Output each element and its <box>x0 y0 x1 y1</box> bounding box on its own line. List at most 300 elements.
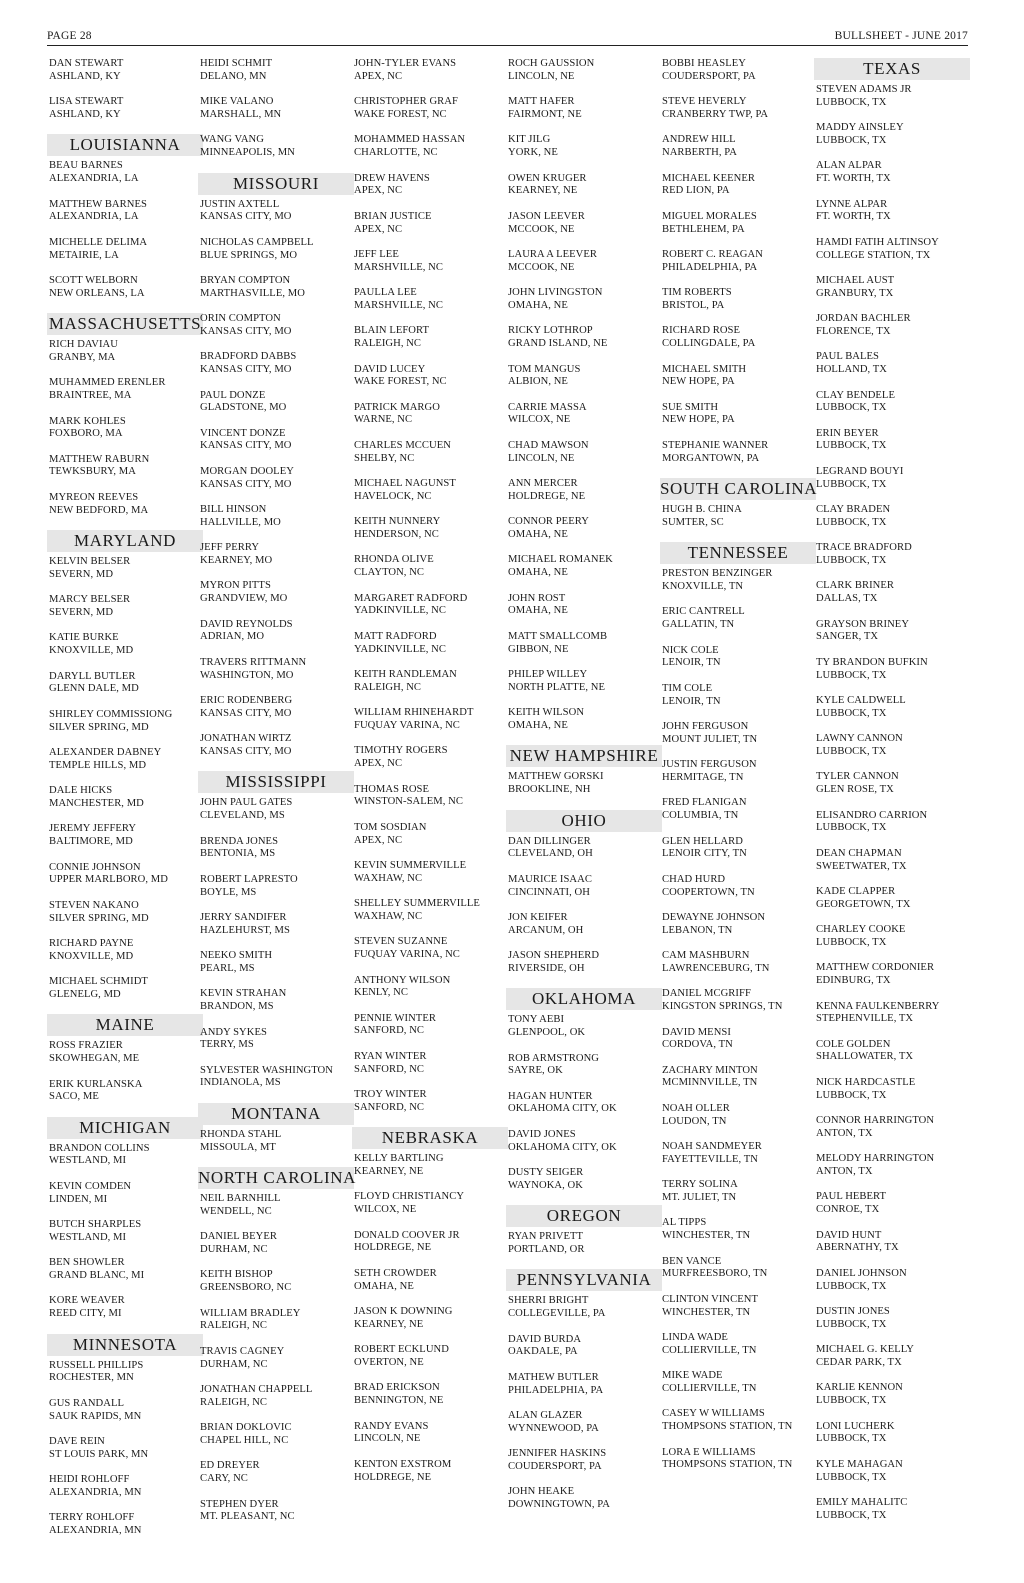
listing-entry <box>354 1089 500 1115</box>
listing-entry <box>662 645 808 671</box>
listing-entry <box>662 874 808 900</box>
member-name: JASON K DOWNING <box>354 1306 453 1317</box>
column-2 <box>198 58 357 1524</box>
member-location: RALEIGH, NC <box>354 338 422 350</box>
member-name: SCOTT WELBORN <box>49 274 138 286</box>
member-name: HEIDI SCHMIT <box>200 58 273 69</box>
state-heading: MISSISSIPPI <box>198 771 354 793</box>
listing-entry <box>49 58 195 84</box>
listing-entry <box>200 351 346 377</box>
member-name: STEPHEN DYER <box>200 1498 279 1510</box>
listing-entry <box>508 1486 654 1512</box>
member-location: LUBBOCK, TX <box>816 822 887 834</box>
member-location: ALBION, NE <box>508 376 568 388</box>
listing-entry <box>508 1014 654 1040</box>
member-location: INDIANOLA, MS <box>200 1077 281 1089</box>
member-name: DUSTY SEIGER <box>508 1167 584 1179</box>
listing-entry <box>354 1459 500 1485</box>
member-location: OVERTON, NE <box>354 1356 424 1368</box>
member-location: PHILADELPHIA, PA <box>662 261 758 273</box>
member-name: JOHN FERGUSON <box>662 721 749 732</box>
member-name: MICHAEL KEENER <box>662 172 755 184</box>
member-location: DELANO, MN <box>200 70 267 82</box>
member-location: KNOXVILLE, MD <box>49 950 134 962</box>
member-name: MIKE WADE <box>662 1370 723 1382</box>
member-name: KENTON EXSTROM <box>354 1458 452 1470</box>
member-location: KANSAS CITY, MO <box>200 440 292 452</box>
member-location: LUBBOCK, TX <box>816 96 887 108</box>
member-location: EDINBURG, TX <box>816 975 891 987</box>
listing-entry <box>662 759 808 785</box>
member-name: RICHARD PAYNE <box>49 937 134 949</box>
listing-entry <box>816 1268 962 1294</box>
member-name: DANIEL JOHNSON <box>816 1267 907 1279</box>
listing-entry <box>200 1269 346 1295</box>
member-name: NEIL BARNHILL <box>200 1193 281 1205</box>
member-name: FRED FLANIGAN <box>662 797 747 809</box>
member-location: GLENN DALE, MD <box>49 683 139 695</box>
listing-entry <box>200 275 346 301</box>
listing-entry <box>354 516 500 542</box>
member-location: FUQUAY VARINA, NC <box>354 719 460 731</box>
member-name: GUS RANDALL <box>49 1397 125 1409</box>
member-name: BLAIN LEFORT <box>354 325 429 337</box>
member-name: KEVIN STRAHAN <box>200 988 287 1000</box>
member-name: KYLE MAHAGAN <box>816 1458 903 1470</box>
member-location: GREENSBORO, NC <box>200 1282 292 1294</box>
member-location: SEVERN, MD <box>49 568 114 580</box>
column-4 <box>508 58 659 1512</box>
member-location: OMAHA, NE <box>508 529 568 541</box>
member-name: TRACE BRADFORD <box>816 542 912 554</box>
member-name: KYLE CALDWELL <box>816 695 906 706</box>
listing-entry <box>200 542 346 568</box>
listing-entry <box>354 975 500 1001</box>
listing-entry <box>816 810 962 836</box>
listing-entry <box>508 96 654 122</box>
member-name: CLINTON VINCENT <box>662 1293 758 1305</box>
member-name: TIM ROBERTS <box>662 287 732 299</box>
member-name: BRYAN COMPTON <box>200 274 291 286</box>
listing-entry <box>354 1051 500 1077</box>
listing-entry <box>662 606 808 632</box>
listing-entry <box>816 1497 962 1523</box>
listing-entry <box>200 836 346 862</box>
member-name: JON KEIFER <box>508 911 568 923</box>
member-name: DAN DILLINGER <box>508 835 591 847</box>
member-location: OMAHA, NE <box>508 719 568 731</box>
listing-entry <box>354 1421 500 1447</box>
member-name: ROSS FRAZIER <box>49 1040 123 1052</box>
member-location: WILCOX, NE <box>354 1204 417 1216</box>
listing-entry <box>816 275 962 301</box>
member-location: BRANDON, MS <box>200 1001 274 1013</box>
listing-entry <box>816 1382 962 1408</box>
member-name: DAN STEWART <box>49 58 124 69</box>
listing-entry <box>200 1384 346 1410</box>
member-location: KANSAS CITY, MO <box>200 478 292 490</box>
listing-entry <box>354 364 500 390</box>
listing-entry <box>662 173 808 199</box>
member-location: DURHAM, NC <box>200 1358 268 1370</box>
listing-entry <box>354 134 500 160</box>
listing-entry <box>49 1436 195 1462</box>
member-location: WAXHAW, NC <box>354 910 423 922</box>
member-location: GLENELG, MD <box>49 988 121 1000</box>
listing-entry <box>49 709 195 735</box>
member-name: WILLIAM BRADLEY <box>200 1307 301 1319</box>
member-name: JORDAN BACHLER <box>816 313 911 325</box>
member-location: LUBBOCK, TX <box>816 134 887 146</box>
listing-entry <box>200 874 346 900</box>
member-location: LUBBOCK, TX <box>816 1471 887 1483</box>
listing-entry <box>662 1447 808 1473</box>
member-name: SETH CROWDER <box>354 1267 437 1279</box>
member-name: MUHAMMED ERENLER <box>49 377 166 389</box>
listing-entry <box>49 594 195 620</box>
member-name: STEVE HEVERLY <box>662 96 747 108</box>
member-location: LUBBOCK, TX <box>816 516 887 528</box>
member-name: TERRY SOLINA <box>662 1179 738 1191</box>
listing-entry <box>200 912 346 938</box>
state-heading: TENNESSEE <box>660 542 816 564</box>
listing-entry <box>816 1421 962 1447</box>
member-name: ED DREYER <box>200 1460 260 1472</box>
listing-entry <box>816 1153 962 1179</box>
member-location: CORDOVA, TN <box>662 1039 733 1051</box>
member-name: BOBBI HEASLEY <box>662 58 746 69</box>
member-location: CONROE, TX <box>816 1204 880 1216</box>
listing-entry <box>662 134 808 160</box>
member-name: MARGARET RADFORD <box>354 592 468 604</box>
listing-entry <box>816 1306 962 1332</box>
member-location: MORGANTOWN, PA <box>662 452 760 464</box>
member-name: JONATHAN CHAPPELL <box>200 1384 313 1395</box>
member-location: WINSTON-SALEM, NC <box>354 796 463 808</box>
state-heading: MAINE <box>47 1014 203 1036</box>
member-location: SANFORD, NC <box>354 1025 425 1037</box>
member-name: DAVID BURDA <box>508 1333 582 1345</box>
listing-entry <box>200 1065 346 1091</box>
member-location: METAIRIE, LA <box>49 249 119 261</box>
member-location: NEW HOPE, PA <box>662 414 735 426</box>
listing-entry <box>662 1256 808 1282</box>
member-location: REED CITY, MI <box>49 1308 122 1320</box>
listing-entry <box>354 440 500 466</box>
member-name: LINDA WADE <box>662 1332 728 1343</box>
member-name: KADE CLAPPER <box>816 885 896 897</box>
member-name: TY BRANDON BUFKIN <box>816 656 928 668</box>
listing-entry <box>508 912 654 938</box>
member-location: GEORGETOWN, TX <box>816 898 911 910</box>
member-location: KEARNEY, NE <box>354 1166 424 1178</box>
listing-entry <box>49 275 195 301</box>
member-name: CARRIE MASSA <box>508 401 587 413</box>
listing-entry <box>49 96 195 122</box>
listing-entry <box>354 1306 500 1332</box>
listing-entry <box>354 784 500 810</box>
member-location: DOWNINGTOWN, PA <box>508 1499 610 1511</box>
listing-entry <box>49 199 195 225</box>
listing-entry <box>354 554 500 580</box>
listing-entry <box>508 1231 654 1257</box>
state-heading: OREGON <box>506 1205 662 1227</box>
member-name: CHARLEY COOKE <box>816 924 906 936</box>
member-location: COLLIERVILLE, TN <box>662 1344 757 1356</box>
member-location: SILVER SPRING, MD <box>49 912 149 924</box>
member-location: ARCANUM, OH <box>508 924 584 936</box>
member-name: STEVEN NAKANO <box>49 899 139 911</box>
member-location: MCCOOK, NE <box>508 261 575 273</box>
member-name: DEWAYNE JOHNSON <box>662 911 766 923</box>
member-location: COLLEGE STATION, TX <box>816 249 931 261</box>
state-heading: MONTANA <box>198 1103 354 1125</box>
member-location: COOPERTOWN, TN <box>662 886 755 898</box>
member-name: MICHAEL ROMANEK <box>508 554 613 566</box>
listing-entry <box>354 936 500 962</box>
member-location: UPPER MARLBORO, MD <box>49 874 168 886</box>
member-name: GLEN HELLARD <box>662 835 743 847</box>
listing-entry <box>816 1115 962 1141</box>
state-heading: MARYLAND <box>47 530 203 552</box>
listing-entry <box>816 1459 962 1485</box>
member-name: TONY AEBI <box>508 1014 565 1026</box>
member-name: CHAD HURD <box>662 873 726 885</box>
member-name: KARLIE KENNON <box>816 1382 903 1394</box>
member-name: KATIE BURKE <box>49 632 119 644</box>
member-location: ANTON, TX <box>816 1127 873 1139</box>
member-location: ANTON, TX <box>816 1166 873 1178</box>
member-location: COUDERSPORT, PA <box>508 1460 602 1472</box>
member-name: MICHAEL NAGUNST <box>354 478 456 490</box>
member-name: JEFF PERRY <box>200 542 260 554</box>
listing-entry <box>662 1370 808 1396</box>
member-name: BRIAN JUSTICE <box>354 210 432 222</box>
member-location: BROOKLINE, NH <box>508 784 591 796</box>
member-name: CHAD MAWSON <box>508 439 589 451</box>
listing-entry <box>508 249 654 275</box>
member-location: FT. WORTH, TX <box>816 173 891 185</box>
member-location: WINCHESTER, TN <box>662 1306 751 1318</box>
member-location: SILVER SPRING, MD <box>49 721 149 733</box>
listing-entry <box>508 950 654 976</box>
listing-entry <box>508 707 654 733</box>
listing-entry <box>662 568 808 594</box>
member-name: PRESTON BENZINGER <box>662 568 773 580</box>
member-name: ANTHONY WILSON <box>354 974 451 986</box>
member-name: JOHN LIVINGSTON <box>508 287 603 299</box>
member-location: LOUDON, TN <box>662 1115 727 1127</box>
member-name: DREW HAVENS <box>354 172 430 184</box>
member-name: SYLVESTER WASHINGTON <box>200 1064 333 1076</box>
member-location: WAXHAW, NC <box>354 872 423 884</box>
member-location: SUMTER, SC <box>662 516 724 528</box>
member-location: SEVERN, MD <box>49 607 114 619</box>
member-location: BRAINTREE, MA <box>49 390 132 402</box>
listing-entry <box>354 478 500 504</box>
listing-entry <box>508 874 654 900</box>
listing-entry <box>816 771 962 797</box>
listing-entry <box>200 1027 346 1053</box>
listing-entry <box>354 402 500 428</box>
member-location: CARY, NC <box>200 1473 248 1485</box>
member-name: KEVIN COMDEN <box>49 1180 132 1192</box>
listing-entry <box>200 1499 346 1525</box>
listing-entry <box>200 390 346 416</box>
member-name: ROB ARMSTRONG <box>508 1052 600 1064</box>
listing-entry <box>508 1167 654 1193</box>
member-location: FAYETTEVILLE, TN <box>662 1153 758 1165</box>
listing-entry <box>354 593 500 619</box>
member-location: WARNE, NC <box>354 414 413 426</box>
member-location: GRAND ISLAND, NE <box>508 338 608 350</box>
listing-entry <box>662 1217 808 1243</box>
listing-entry <box>354 1382 500 1408</box>
member-name: RHONDA OLIVE <box>354 554 434 566</box>
member-name: MORGAN DOOLEY <box>200 465 294 477</box>
member-location: BENNINGTON, NE <box>354 1395 444 1407</box>
member-name: COLE GOLDEN <box>816 1038 891 1050</box>
listing-entry <box>662 440 808 466</box>
member-location: KENLY, NC <box>354 987 408 999</box>
listing-entry <box>354 1191 500 1217</box>
listing-entry <box>662 721 808 747</box>
member-location: COLUMBIA, TN <box>662 810 739 822</box>
member-location: LUBBOCK, TX <box>816 1318 887 1330</box>
member-location: DURHAM, NC <box>200 1244 268 1256</box>
listing-entry <box>662 1294 808 1320</box>
member-location: SAUK RAPIDS, MN <box>49 1410 142 1422</box>
listing-entry <box>662 249 808 275</box>
member-name: JERRY SANDIFER <box>200 911 287 923</box>
member-location: KNOXVILLE, TN <box>662 581 744 593</box>
listing-entry <box>508 1129 654 1155</box>
member-name: KEITH WILSON <box>508 707 585 719</box>
listing-entry <box>49 160 195 186</box>
member-name: MATTHEW RABURN <box>49 453 150 465</box>
member-location: OAKDALE, PA <box>508 1346 578 1358</box>
listing-entry <box>200 1460 346 1486</box>
listing-entry <box>508 1091 654 1117</box>
listing-entry <box>508 1334 654 1360</box>
listing-entry <box>354 1153 500 1179</box>
member-name: THOMAS ROSE <box>354 783 430 795</box>
listing-entry <box>816 84 962 110</box>
listing-entry <box>508 1410 654 1436</box>
member-location: ASHLAND, KY <box>49 70 121 82</box>
member-name: MATTHEW BARNES <box>49 198 147 210</box>
member-name: ERIC RODENBERG <box>200 695 293 706</box>
member-location: WESTLAND, MI <box>49 1231 127 1243</box>
member-location: YADKINVILLE, NC <box>354 643 446 655</box>
listing-entry <box>200 466 346 492</box>
member-location: LINCOLN, NE <box>508 452 575 464</box>
listing-entry <box>662 325 808 351</box>
listing-entry <box>49 1143 195 1169</box>
member-name: JEREMY JEFFERY <box>49 823 137 835</box>
member-location: RALEIGH, NC <box>200 1320 268 1332</box>
listing-entry <box>816 619 962 645</box>
member-location: FAIRMONT, NE <box>508 108 582 120</box>
member-location: MCCOOK, NE <box>508 223 575 235</box>
member-name: DAVID MENSI <box>662 1026 731 1038</box>
member-location: APEX, NC <box>354 834 403 846</box>
member-name: ZACHARY MINTON <box>662 1064 758 1076</box>
member-location: ALEXANDRIA, MN <box>49 1486 142 1498</box>
member-name: DAVID JONES <box>508 1128 576 1140</box>
listing-entry <box>816 351 962 377</box>
member-location: SANGER, TX <box>816 631 879 643</box>
member-location: ALEXANDRIA, LA <box>49 173 139 185</box>
member-name: GRAYSON BRINEY <box>816 618 910 630</box>
member-location: WENDELL, NC <box>200 1205 272 1217</box>
member-location: MARTHASVILLE, MO <box>200 287 305 299</box>
listing-entry <box>662 402 808 428</box>
listing-entry <box>662 58 808 84</box>
member-name: MICHAEL AUST <box>816 274 895 286</box>
member-location: CRANBERRY TWP, PA <box>662 108 769 120</box>
listing-entry <box>354 1230 500 1256</box>
listing-entry <box>816 1230 962 1256</box>
member-name: ANN MERCER <box>508 478 578 490</box>
member-location: ABERNATHY, TX <box>816 1242 899 1254</box>
member-location: HOLDREGE, NE <box>354 1242 432 1254</box>
member-name: JONATHAN WIRTZ <box>200 733 292 745</box>
member-location: SHALLOWATER, TX <box>816 1051 914 1063</box>
listing-entry <box>49 1398 195 1424</box>
member-location: WINCHESTER, TN <box>662 1230 751 1242</box>
member-name: STEPHANIE WANNER <box>662 439 769 451</box>
member-location: OMAHA, NE <box>354 1280 414 1292</box>
member-name: CONNOR PEERY <box>508 516 589 528</box>
member-name: KORE WEAVER <box>49 1295 125 1307</box>
listing-entry <box>200 428 346 454</box>
member-name: BRAD ERICKSON <box>354 1382 440 1394</box>
listing-entry <box>354 173 500 199</box>
member-location: MARSHALL, MN <box>200 108 282 120</box>
member-location: TEMPLE HILLS, MD <box>49 759 147 771</box>
member-name: KEITH RANDLEMAN <box>354 669 457 680</box>
member-name: SUE SMITH <box>662 401 719 413</box>
member-name: TIM COLE <box>662 682 713 694</box>
member-name: NICHOLAS CAMPBELL <box>200 236 314 248</box>
member-location: COLLINGDALE, PA <box>662 338 756 350</box>
member-name: MIKE VALANO <box>200 96 274 108</box>
member-location: OMAHA, NE <box>508 605 568 617</box>
member-location: FOXBORO, MA <box>49 428 123 440</box>
listing-entry <box>49 1079 195 1105</box>
member-name: CLAY BRADEN <box>816 504 891 516</box>
listing-entry <box>354 1268 500 1294</box>
listing-entry <box>662 1027 808 1053</box>
member-name: BEN SHOWLER <box>49 1257 125 1269</box>
member-location: CLEVELAND, MS <box>200 810 285 822</box>
listing-entry <box>816 237 962 263</box>
member-name: DAVID LUCEY <box>354 363 426 375</box>
member-name: MATTHEW GORSKI <box>508 771 604 783</box>
member-location: HOLLAND, TX <box>816 364 887 376</box>
listing-entry <box>200 580 346 606</box>
listing-entry <box>354 707 500 733</box>
member-location: MOUNT JULIET, TN <box>662 733 758 745</box>
member-name: JASON LEEVER <box>508 210 585 222</box>
member-location: BETHLEHEM, PA <box>662 223 745 235</box>
member-location: LENOIR, TN <box>662 695 721 707</box>
member-name: TROY WINTER <box>354 1089 427 1101</box>
member-name: PHILEP WILLEY <box>508 669 588 680</box>
listing-entry <box>49 237 195 263</box>
member-name: TOM MANGUS <box>508 363 581 375</box>
